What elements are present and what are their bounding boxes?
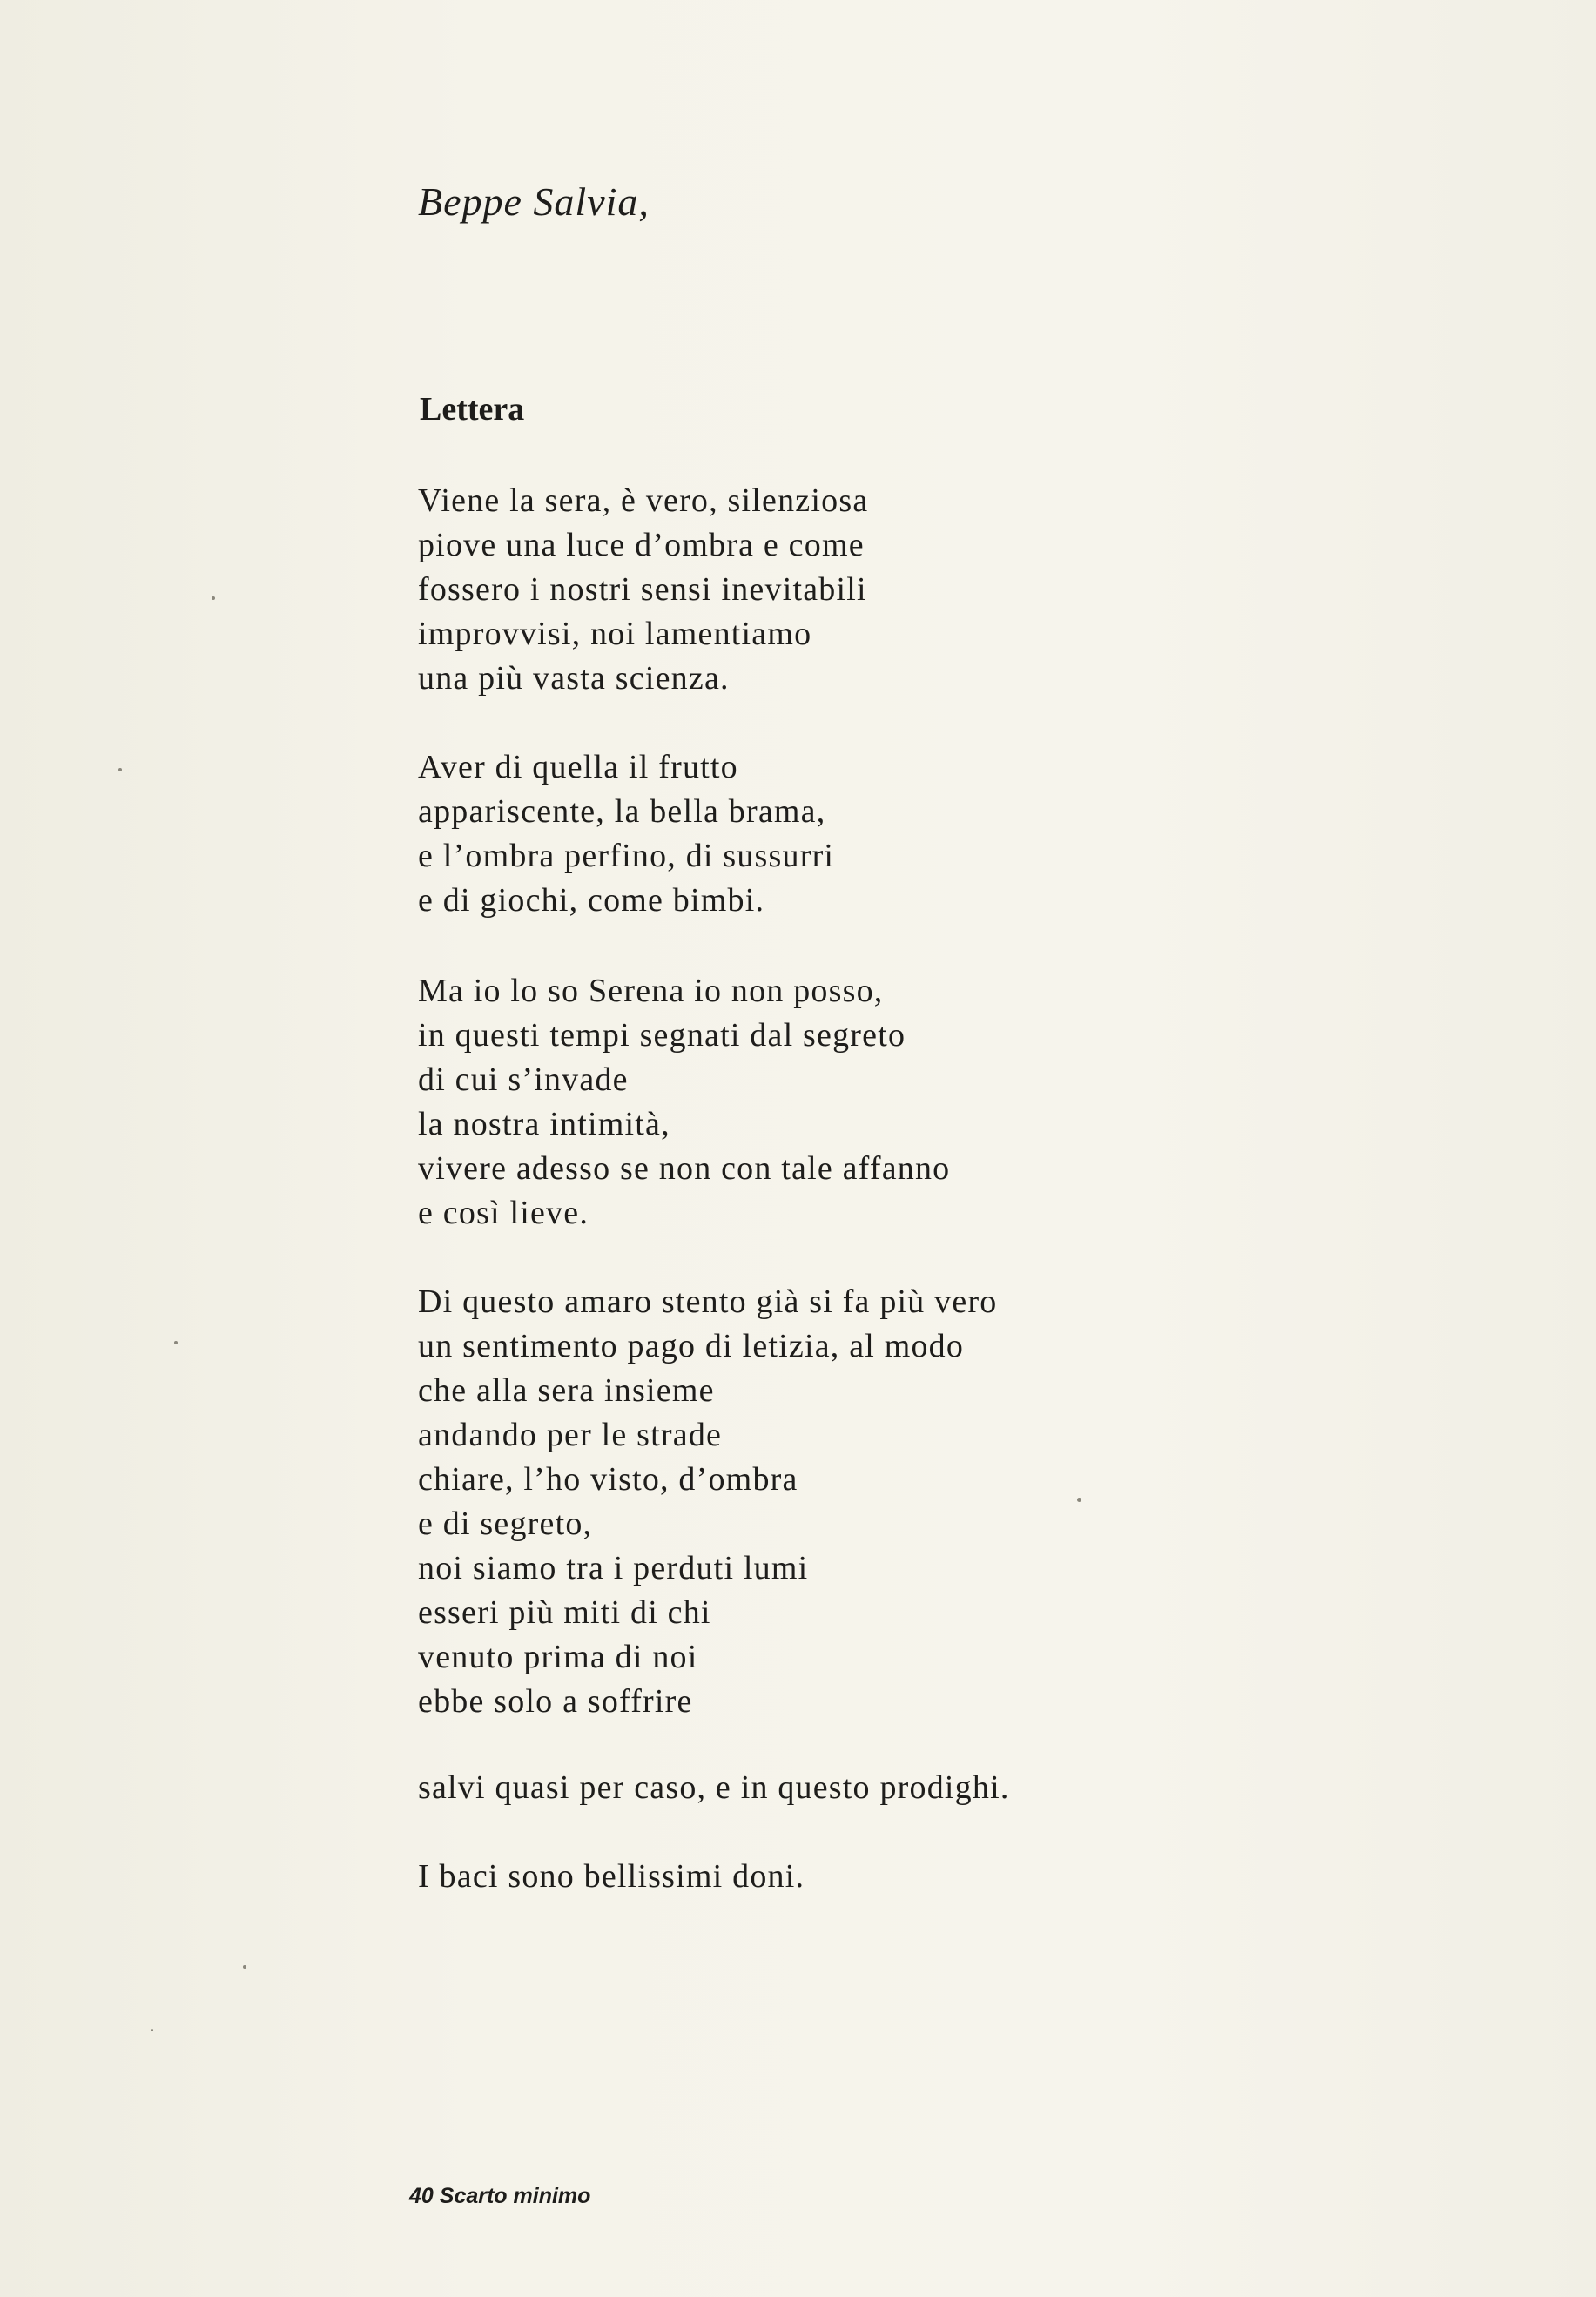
poem-line: Aver di quella il frutto bbox=[418, 749, 738, 785]
poem-line: Di questo amaro stento già si fa più vero bbox=[418, 1283, 998, 1320]
paper-speck bbox=[118, 768, 122, 771]
poem-line: che alla sera insieme bbox=[418, 1372, 715, 1409]
poem-line: e di segreto, bbox=[418, 1506, 593, 1542]
poem-title: Lettera bbox=[420, 391, 525, 428]
poem-line: in questi tempi segnati dal segreto bbox=[418, 1017, 906, 1054]
paper-speck bbox=[212, 596, 215, 600]
poem-line: e così lieve. bbox=[418, 1195, 589, 1231]
stanza-6 bbox=[418, 1855, 805, 1899]
paper-speck bbox=[1077, 1498, 1081, 1502]
poem-line: salvi quasi per caso, e in questo prodighi. bbox=[418, 1769, 1010, 1806]
poem-line: e l’ombra perfino, di sussurri bbox=[418, 838, 835, 874]
poem-line: appariscente, la bella brama, bbox=[418, 793, 826, 830]
poem-line: venuto prima di noi bbox=[418, 1639, 698, 1675]
poem-line: andando per le strade bbox=[418, 1417, 723, 1453]
poem-line: Ma io lo so Serena io non posso, bbox=[418, 973, 884, 1009]
stanza-2 bbox=[418, 745, 834, 923]
poem-line: di cui s’invade bbox=[418, 1061, 629, 1098]
poem-line: ebbe solo a soffrire bbox=[418, 1683, 693, 1720]
stanza-3 bbox=[418, 969, 950, 1236]
poem-line: chiare, l’ho visto, d’ombra bbox=[418, 1461, 798, 1498]
poem-line: vivere adesso se non con tale affanno bbox=[418, 1150, 951, 1187]
poem-line: una più vasta scienza. bbox=[418, 660, 730, 697]
poem-line: la nostra intimità, bbox=[418, 1106, 670, 1142]
poem-line: piove una luce d’ombra e come bbox=[418, 527, 865, 563]
page-footer bbox=[409, 2184, 590, 2209]
paper-speck bbox=[174, 1341, 178, 1344]
poem-line: improvvisi, noi lamentiamo bbox=[418, 616, 812, 652]
stanza-4 bbox=[418, 1280, 998, 1724]
publication-name: Scarto minimo bbox=[439, 2184, 591, 2208]
page-number: 40 bbox=[409, 2184, 434, 2208]
poem-line: fossero i nostri sensi inevitabili bbox=[418, 571, 867, 608]
poem-line: noi siamo tra i perduti lumi bbox=[418, 1550, 809, 1586]
poem-author: Beppe Salvia, bbox=[418, 179, 650, 224]
poem-line: Viene la sera, è vero, silenziosa bbox=[418, 482, 869, 519]
stanza-5 bbox=[418, 1766, 1010, 1810]
poem-line: un sentimento pago di letizia, al modo bbox=[418, 1328, 965, 1364]
paper-speck bbox=[243, 1965, 246, 1969]
poem-line: esseri più miti di chi bbox=[418, 1594, 711, 1631]
stanza-1 bbox=[418, 479, 868, 701]
poem-line: e di giochi, come bimbi. bbox=[418, 882, 765, 919]
paper-speck bbox=[151, 2029, 153, 2031]
poem-line: I baci sono bellissimi doni. bbox=[418, 1858, 805, 1895]
